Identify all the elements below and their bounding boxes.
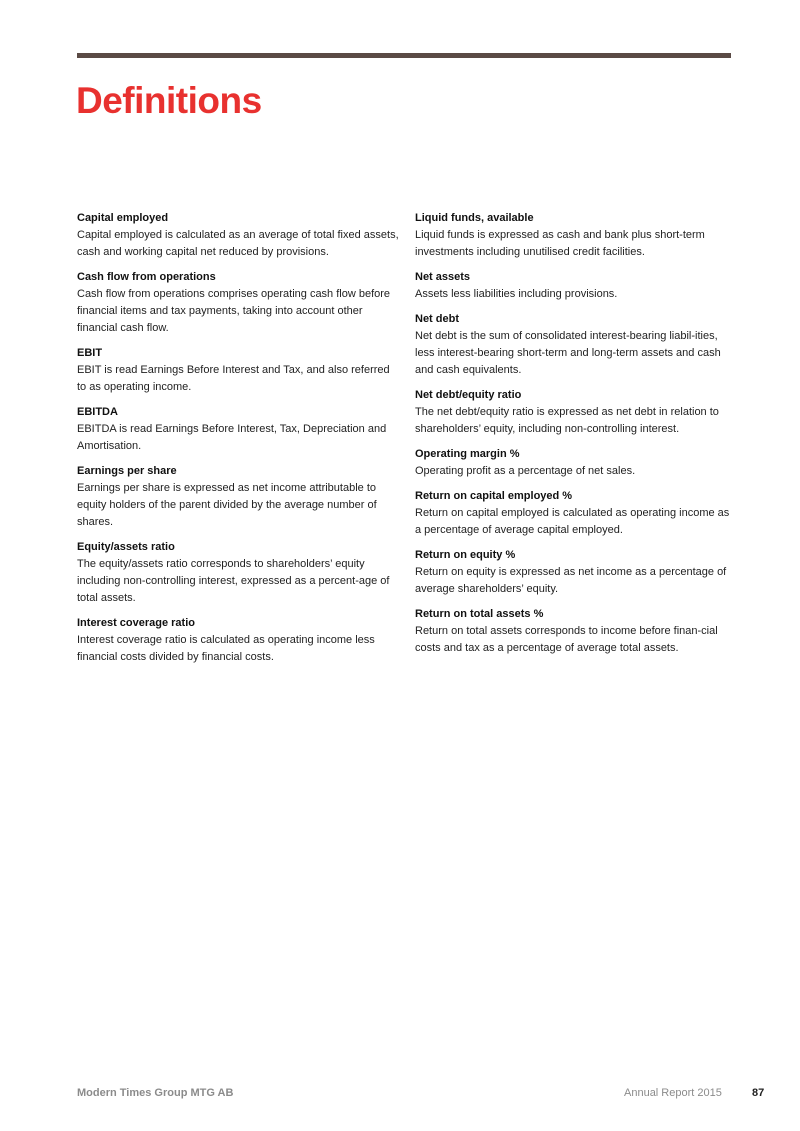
definition-term: Return on capital employed % bbox=[415, 490, 573, 502]
definition-entry bbox=[415, 606, 733, 657]
definition-entry bbox=[415, 488, 733, 539]
definition-text: Earnings per share is expressed as net income attributable to equity holders of the parent divided by the average number of shares. bbox=[77, 482, 377, 528]
definition-term: Operating margin % bbox=[415, 448, 520, 460]
definition-text: Return on equity is expressed as net income as a percentage of average shareholders’ equity. bbox=[415, 566, 727, 595]
definition-text: EBIT is read Earnings Before Interest and Tax, and also referred to as operating income. bbox=[77, 364, 390, 393]
definition-text: Operating profit as a percentage of net sales. bbox=[415, 465, 636, 477]
right-column bbox=[415, 210, 733, 665]
definition-text: Return on total assets corresponds to income before finan-cial costs and tax as a percentage of average total assets. bbox=[415, 625, 718, 654]
definition-entry bbox=[415, 446, 733, 480]
definition-entry bbox=[415, 210, 733, 261]
definition-term: EBITDA bbox=[77, 406, 118, 418]
definition-entry bbox=[77, 345, 399, 396]
definition-term: Equity/assets ratio bbox=[77, 541, 175, 553]
definition-term: Interest coverage ratio bbox=[77, 617, 195, 629]
definition-term: Earnings per share bbox=[77, 465, 177, 477]
definition-entry bbox=[77, 269, 399, 337]
definition-text: EBITDA is read Earnings Before Interest, Tax, Depreciation and Amortisation. bbox=[77, 423, 387, 452]
definition-entry bbox=[415, 269, 733, 303]
definition-term: EBIT bbox=[77, 347, 103, 359]
page-title: Definitions bbox=[76, 80, 262, 121]
top-rule bbox=[77, 53, 731, 58]
definition-entry bbox=[77, 539, 399, 607]
definition-entry bbox=[77, 615, 399, 666]
definition-term: Return on equity % bbox=[415, 549, 516, 561]
footer-company: Modern Times Group MTG AB bbox=[77, 1087, 234, 1099]
definition-term: Liquid funds, available bbox=[415, 212, 534, 224]
definition-entry bbox=[77, 404, 399, 455]
definition-text: Capital employed is calculated as an average of total fixed assets, cash and working capital net reduced by provisions. bbox=[77, 229, 399, 258]
definition-term: Net assets bbox=[415, 271, 471, 283]
definition-term: Net debt bbox=[415, 313, 459, 325]
definition-entry bbox=[77, 210, 399, 261]
definition-text: Cash flow from operations comprises operating cash flow before financial items and tax payments, taking into account other financial cash flow. bbox=[77, 288, 391, 334]
definition-text: Interest coverage ratio is calculated as operating income less financial costs divided by financial costs. bbox=[77, 634, 375, 663]
definition-text: The net debt/equity ratio is expressed as net debt in relation to shareholders’ equity, including non-controlling interest. bbox=[415, 406, 719, 435]
definition-term: Net debt/equity ratio bbox=[415, 389, 522, 401]
definition-term: Cash flow from operations bbox=[77, 271, 216, 283]
left-column bbox=[77, 210, 399, 674]
page-number: 87 bbox=[752, 1087, 765, 1099]
definition-term: Return on total assets % bbox=[415, 608, 544, 620]
definition-text: Assets less liabilities including provisions. bbox=[415, 288, 618, 300]
definition-text: Return on capital employed is calculated as operating income as a percentage of average capital employed. bbox=[415, 507, 730, 536]
definition-entry bbox=[415, 547, 733, 598]
definition-text: Net debt is the sum of consolidated interest-bearing liabil-ities, less interest-bearing short-term and long-term assets and cash and cash equivalents. bbox=[415, 330, 721, 376]
definition-text: The equity/assets ratio corresponds to shareholders’ equity including non-controlling interest, expressed as a percent-age of total assets. bbox=[77, 558, 390, 604]
definition-text: Liquid funds is expressed as cash and bank plus short-term investments including unutilised credit facilities. bbox=[415, 229, 705, 258]
definition-entry bbox=[77, 463, 399, 531]
footer-report-title: Annual Report 2015 bbox=[624, 1087, 722, 1099]
definition-entry bbox=[415, 387, 733, 438]
definition-term: Capital employed bbox=[77, 212, 169, 224]
definition-entry bbox=[415, 311, 733, 379]
